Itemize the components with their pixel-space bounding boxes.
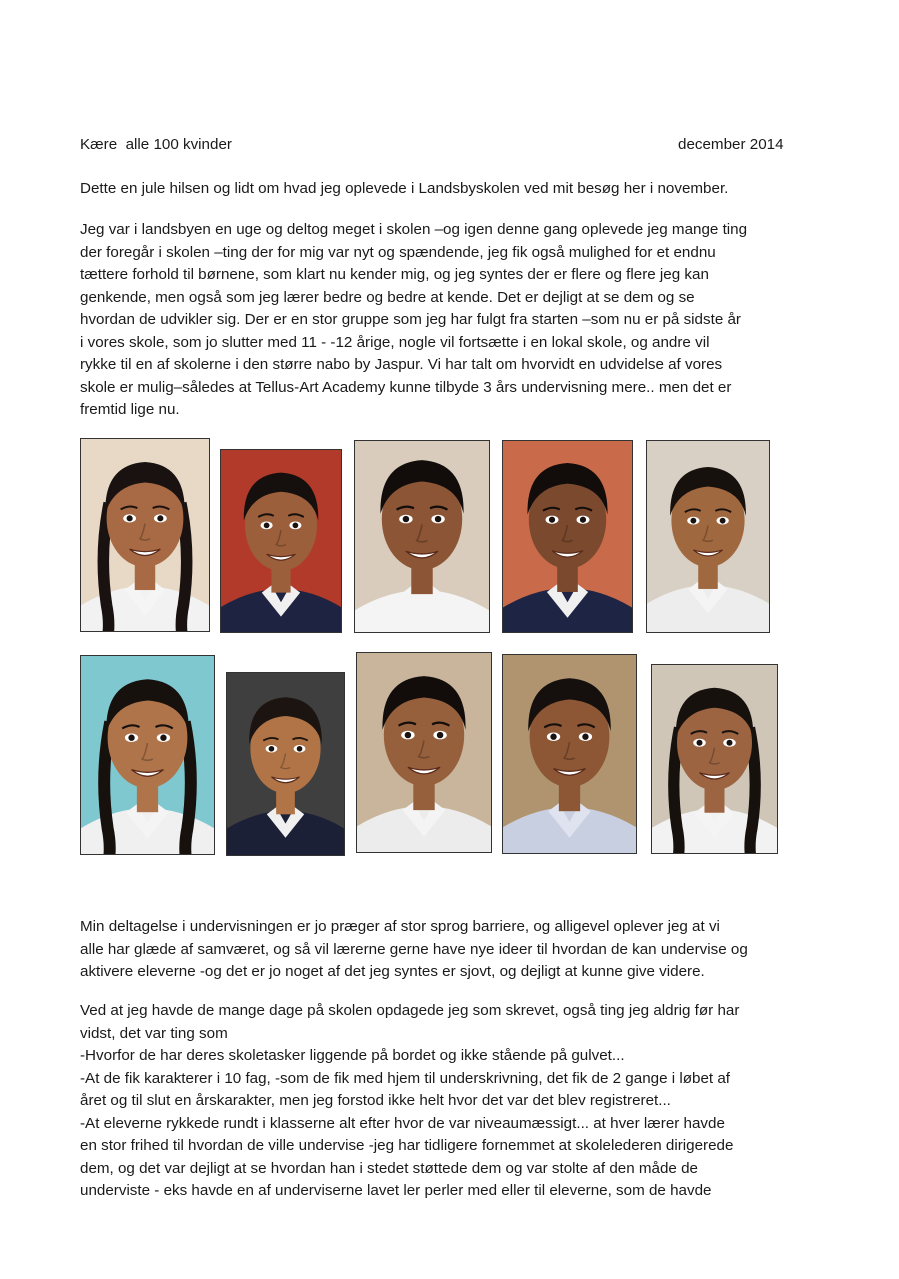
paragraph-line: året og til slut en årskarakter, men jeg forstod ikke helt hvor det var det blev registreret...: [80, 1092, 671, 1109]
photo-6: [80, 655, 215, 855]
paragraph-line: -At eleverne rykkede rundt i klasserne alt efter hvor de var niveaumæssigt... at hver lærer havde: [80, 1114, 725, 1132]
paragraph-line: Ved at jeg havde de mange dage på skolen opdagede jeg som skrevet, også ting jeg aldrig før har: [80, 1002, 740, 1019]
paragraph-line: dem, og det var dejligt at se hvordan han i stedet støttede dem og var stolte af den måde de: [80, 1159, 698, 1177]
portrait-boy-2: [355, 441, 489, 632]
paragraph-line: -At de fik karakterer i 10 fag, -som de fik med hjem til underskrivning, det fik de 2 gange i løbet af: [80, 1069, 730, 1087]
paragraph-line: hvordan de udvikler sig. Der er en stor gruppe som jeg har fulgt fra starten –som nu er på sidste år: [80, 311, 741, 328]
paragraph-line: i vores skole, som jo slutter med 11 - -12 årige, nogle vil fortsætte i en lokal skole, og andre vil: [80, 333, 710, 351]
photo-1: [80, 438, 210, 632]
photo-7: [226, 672, 345, 856]
paragraph-line: aktivere eleverne -og det er jo noget af det jeg syntes er sjovt, og dejligt at kunne give videre.: [80, 963, 705, 980]
photo-2: [220, 449, 342, 633]
letter-date: december 2014: [678, 136, 784, 153]
paragraph-3: [80, 1000, 820, 1203]
paragraph-1: [80, 219, 820, 422]
paragraph-line: -Hvorfor de har deres skoletasker liggende på bordet og ikke stående på gulvet...: [80, 1047, 625, 1064]
paragraph-line: rykke til en af skolerne i den større nabo by Jaspur. Vi har talt om hvorvidt en udvidelse af vores: [80, 356, 723, 373]
paragraph-line: Jeg var i landsbyen en uge og deltog meget i skolen –og igen denne gang oplevede jeg mange ting: [80, 221, 748, 238]
photo-9: [502, 654, 637, 854]
paragraph-line: underviste - eks havde en af underviserne lavet ler perler med eller til eleverne, som de havde: [80, 1182, 712, 1199]
paragraph-line: fremtid lige nu.: [80, 401, 180, 418]
portrait-girl-braids-3: [652, 665, 777, 853]
photo-3: [354, 440, 490, 633]
portrait-girl-braids-1: [81, 439, 209, 631]
photo-8: [356, 652, 492, 853]
paragraph-line: alle har glæde af samværet, og så vil lærerne gerne have nye ideer til hvordan de kan undervise og: [80, 940, 748, 958]
paragraph-line: vidst, det var ting som: [80, 1024, 228, 1042]
paragraph-line: skole er mulig–således at Tellus-Art Academy kunne tilbyde 3 års undervisning mere.. men det er: [80, 378, 732, 396]
greeting: Kære alle 100 kvinder: [80, 136, 232, 153]
photo-10: [651, 664, 778, 854]
paragraph-2: [80, 916, 820, 984]
paragraph-line: genkende, men også som jeg lærer bedre og bedre at kende. Det er dejligt at se dem og se: [80, 288, 695, 306]
portrait-girl-braids-2: [81, 656, 214, 854]
paragraph-line: tættere forhold til børnene, som klart nu kender mig, og jeg syntes der er flere og flere jeg kan: [80, 266, 709, 283]
photo-4: [502, 440, 633, 633]
paragraph-line: en stor frihed til hvordan de ville undervise -jeg har tidligere fornemmet at skolelederen dirigerede: [80, 1137, 734, 1154]
paragraph-line: der foregår i skolen –ting der for mig var nyt og spændende, jeg fik også mulighed for et endnu: [80, 243, 716, 261]
portrait-boy-4: [647, 441, 769, 632]
intro-line: Dette en jule hilsen og lidt om hvad jeg oplevede i Landsbyskolen ved mit besøg her i november.: [80, 180, 729, 197]
portrait-boy-3: [503, 441, 632, 632]
photo-5: [646, 440, 770, 633]
portrait-boy-5: [503, 655, 636, 853]
paragraph-line: Min deltagelse i undervisningen er jo præger af stor sprog barriere, og alligevel oplever jeg at vi: [80, 918, 720, 935]
portrait-girl-1: [227, 673, 344, 855]
portrait-boy-1: [221, 450, 341, 632]
portrait-boy-hand-chin: [357, 653, 491, 852]
